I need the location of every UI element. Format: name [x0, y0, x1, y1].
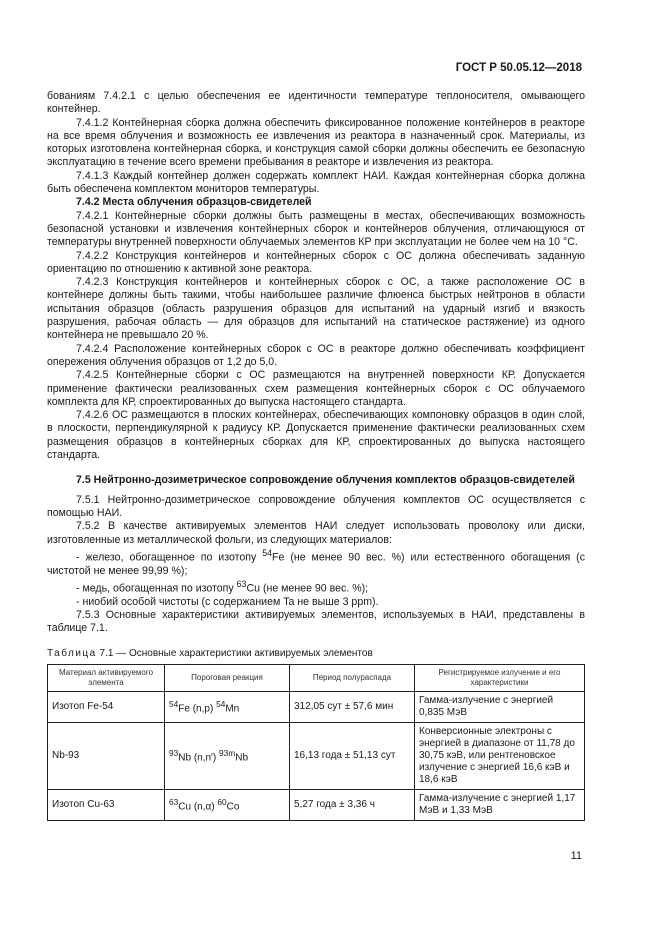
isotope-mass-superscript: 54 — [262, 547, 273, 558]
reaction-superscript: 93 — [169, 748, 179, 759]
table-header-half-life: Период полураспада — [290, 664, 415, 691]
paragraph-7-5-1: 7.5.1 Нейтронно-дозиметрическое сопровождение облучения комплектов ОС осуществляется с помощью НАИ. — [47, 493, 585, 519]
table-cell-material: Nb-93 — [48, 722, 165, 789]
table-caption-label: Таблица — [47, 647, 97, 659]
reaction-superscript: 63 — [169, 797, 179, 808]
page-body — [47, 90, 585, 821]
paragraph-7-4-2-4: 7.4.2.4 Расположение контейнерных сборок с ОС в реакторе должно обеспечивать коэффициент опережения облучения образцов от 1,2 до 5,0. — [47, 342, 585, 368]
table-cell-half-life: 312,05 сут ± 57,6 мин — [290, 691, 415, 722]
reaction-text: Co — [226, 801, 240, 813]
paragraph-7-4-2-1: 7.4.2.1 Контейнерные сборки должны быть размещены в местах, обеспечивающих возможность безопасной установки и извлечения контейнерных сборок и контейнеров облучения, отличающуюся от температуры внутренней поверхности облучаемых элементов КР при эксплуатации не более чем на 10 °С. — [47, 209, 585, 249]
table-header-radiation: Регистрируемое излучение и его характеристики — [415, 664, 585, 691]
paragraph-continuation: бованиям 7.4.2.1 с целью обеспечения ее идентичности температуре теплоносителя, омывающего контейнер. — [47, 90, 585, 116]
table-caption — [47, 647, 585, 660]
reaction-text: Fe (n,p) — [178, 703, 217, 715]
table-cell-radiation: Гамма-излучение с энергией 0,835 МэВ — [415, 691, 585, 722]
paragraph-7-4-2-3: 7.4.2.3 Конструкция контейнеров и контейнерных сборок с ОС, а также расположение ОС в контейнере должны быть такими, чтобы наибольшее различие флюенса быстрых нейтронов в области испытания образцов (область разрушения образцов для испытаний на ударный изгиб и вязкость разрушения, рабочая область — для образцов для испытаний на статическое растяжение) из одного контейнера не превышало 20 %. — [47, 276, 585, 342]
reaction-text: Nb (n,n′) — [178, 752, 220, 764]
list-item-iron — [47, 547, 585, 578]
table-cell-reaction — [165, 789, 290, 820]
table-row — [48, 789, 585, 820]
page-number: 11 — [570, 850, 582, 862]
reaction-text: Cu (n,α) — [178, 801, 218, 813]
activation-elements-table — [47, 664, 585, 821]
table-header-reaction: Пороговая реакция — [165, 664, 290, 691]
paragraph-7-5-2: 7.5.2 В качестве активируемых элементов НАИ следует использовать проволоку или диски, изготовленные из металлической фольги, из следующих материалов: — [47, 520, 585, 546]
list-item-iron-text: - железо, обогащенное по изотопу — [76, 551, 263, 564]
table-cell-half-life: 5,27 года ± 3,36 ч — [290, 789, 415, 820]
reaction-text: Mn — [225, 703, 240, 715]
table-caption-title: Основные характеристики активируемых элементов — [128, 647, 373, 659]
table-cell-reaction — [165, 722, 290, 789]
paragraph-7-4-1-3: 7.4.1.3 Каждый контейнер должен содержать комплект НАИ. Каждая контейнерная сборка должна быть обеспечена комплектом мониторов температуры. — [47, 169, 585, 196]
table-cell-material: Изотоп Fe-54 — [48, 691, 165, 722]
table-header-material: Материал активируемого элемента — [48, 664, 165, 691]
section-heading-7-5: 7.5 Нейтронно-дозиметрическое сопровождение облучения комплектов образцов-свидетелей — [76, 474, 575, 487]
table-cell-radiation: Гамма-излучение с энергией 1,17 МэВ и 1,33 МэВ — [415, 789, 585, 820]
subsection-heading-7-4-2: 7.4.2 Места облучения образцов-свидетелей — [76, 196, 312, 209]
document-header-id: ГОСТ Р 50.05.12—2018 — [455, 62, 582, 74]
list-item-iron-text-end: Fe (не менее 90 вес. %) или естественного обогащения (с чистотой не менее 99,99 %); — [47, 551, 585, 577]
table-cell-material: Изотоп Cu-63 — [48, 789, 165, 820]
list-item-copper-text: - медь, обогащенная по изотопу — [76, 582, 237, 595]
reaction-superscript: 54 — [216, 699, 226, 710]
reaction-text: Nb — [235, 752, 249, 764]
table-cell-reaction — [165, 691, 290, 722]
table-header-row — [48, 664, 585, 691]
reaction-superscript: 93m — [219, 748, 236, 759]
paragraph-7-4-2-5: 7.4.2.5 Контейнерные сборки с ОС размещаются на внутренней поверхности КР. Допускается применение фактически реализованных схем размещения контейнерных сборок с ОС облучаемого комплекта для КР, спроектированных до выпуска настоящего стандарта. — [47, 369, 585, 408]
list-item-copper-text-end: Cu (не менее 90 вес. %); — [246, 582, 369, 595]
table-cell-half-life: 16,13 года ± 51,13 сут — [290, 722, 415, 789]
table-row — [48, 691, 585, 722]
reaction-superscript: 54 — [169, 699, 179, 710]
table-cell-radiation: Конверсионные электроны с энергией в диапазоне от 11,78 до 30,75 кэВ, или рентгеновское излучение с энергией 16,6 кэВ и 18,6 кэВ — [415, 722, 585, 789]
reaction-superscript: 60 — [217, 797, 227, 808]
paragraph-7-4-2-2: 7.4.2.2 Конструкция контейнеров и контейнерных сборок с ОС должна обеспечивать заданную ориентацию по отношению к активной зоне реактора. — [47, 249, 585, 275]
paragraph-7-4-2-6: 7.4.2.6 ОС размещаются в плоских контейнерах, обеспечивающих компоновку образцов в один слой, в плоскости, перпендикулярной к радиусу КР. Допускается применение фактически реализованных схем размещения образцов в контейнерных сборках для КР, спроектированных до выпуска настоящего стандарта. — [47, 409, 585, 462]
table-row — [48, 722, 585, 789]
list-item-niobium: - ниобий особой чистоты (с содержанием Ta не выше 3 ppm). — [76, 595, 379, 608]
paragraph-7-5-3: 7.5.3 Основные характеристики активируемых элементов, используемых в НАИ, представлены в таблице 7.1. — [47, 609, 585, 635]
paragraph-7-4-1-2: 7.4.1.2 Контейнерная сборка должна обеспечить фиксированное положение контейнеров в реакторе на все время облучения и возможность ее извлечения из реактора в назначенный срок. Материалы, из которых изготовлена контейнерная сборка, и конструкция самой сборки должны обеспечить ее безопасную эксплуатацию в течение всего времени пребывания в реакторе и извлечения из реактора. — [47, 116, 585, 169]
isotope-mass-superscript: 63 — [236, 578, 247, 589]
table-caption-number: 7.1 — — [96, 647, 129, 659]
list-item-copper — [47, 578, 585, 596]
